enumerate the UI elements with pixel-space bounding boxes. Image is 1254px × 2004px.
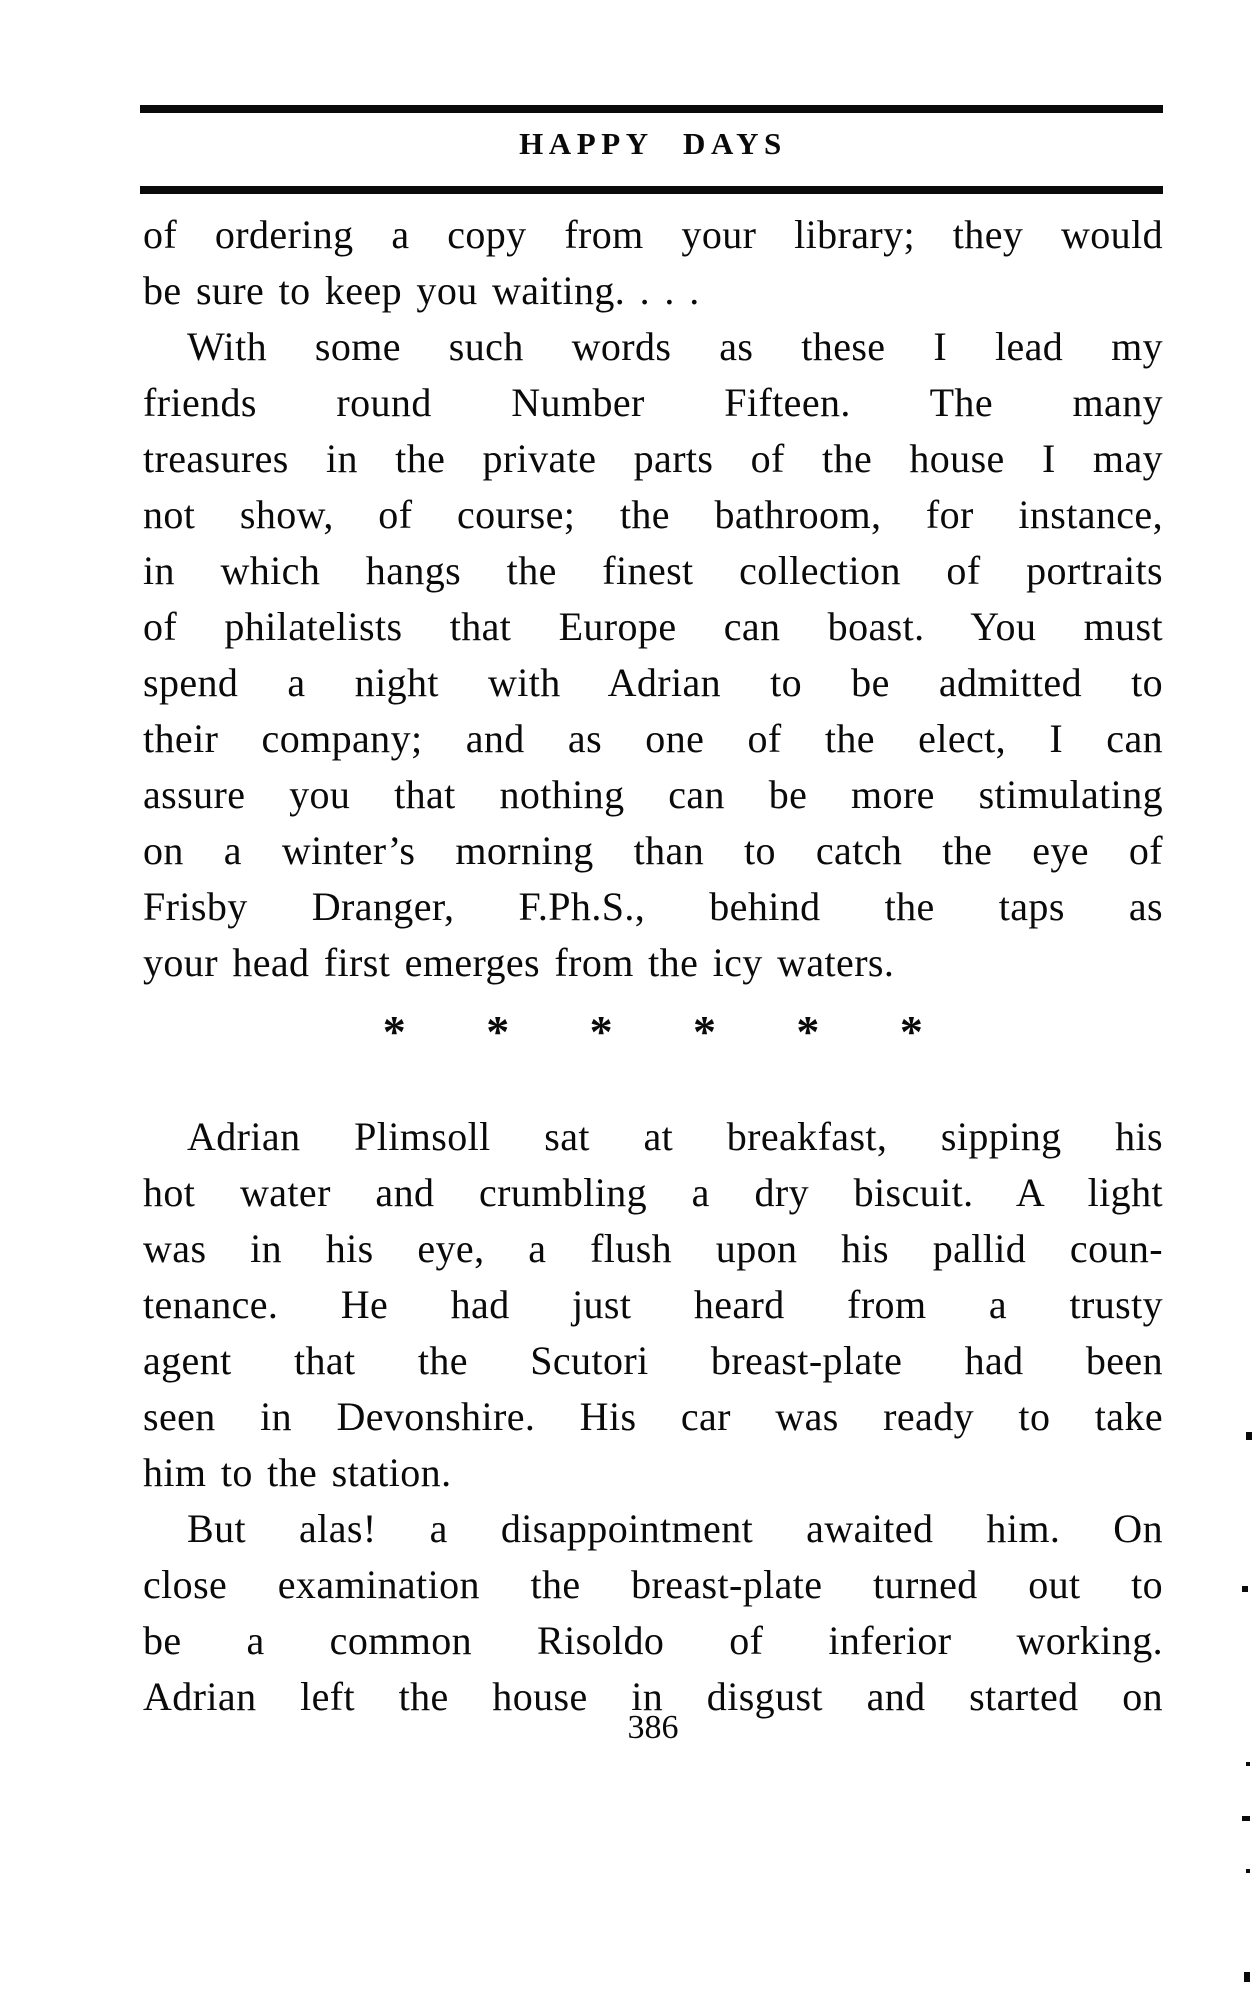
scan-speck (1246, 1432, 1252, 1440)
scan-speck (1242, 1586, 1248, 1592)
text-line: close examination the breast-plate turned out to (143, 1562, 1163, 1607)
scan-speck (1244, 1972, 1250, 1982)
text-line: be a common Risoldo of inferior working. (143, 1618, 1163, 1663)
text-line: Adrian Plimsoll sat at breakfast, sipping his (187, 1114, 1163, 1159)
scan-speck (1246, 1869, 1250, 1873)
text-line: their company; and as one of the elect, I can (143, 716, 1163, 761)
text-line: But alas! a disappointment awaited him. On (187, 1506, 1163, 1551)
text-line: him to the station. (143, 1450, 452, 1495)
running-head-title: HAPPY DAYS (519, 126, 787, 161)
asterisk-separator (143, 991, 1163, 1109)
text-line: spend a night with Adrian to be admitted to (143, 660, 1163, 705)
asterisk-glyph: * (589, 1006, 613, 1058)
text-line: agent that the Scutori breast-plate had been (143, 1338, 1163, 1383)
text-line: assure you that nothing can be more stimulating (143, 772, 1163, 817)
text-line: was in his eye, a flush upon his pallid coun- (143, 1226, 1163, 1271)
scan-speck (1246, 1762, 1250, 1766)
header-rule-bottom (140, 186, 1163, 194)
text-line: tenance. He had just heard from a trusty (143, 1282, 1163, 1327)
text-line: Frisby Dranger, F.Ph.S., behind the taps as (143, 884, 1163, 929)
text-line: seen in Devonshire. His car was ready to take (143, 1394, 1163, 1439)
text-line: friends round Number Fifteen. The many (143, 380, 1163, 425)
page-number: 386 (627, 1709, 679, 1746)
scan-speck (1242, 1816, 1250, 1821)
text-line: in which hangs the finest collection of portraits (143, 548, 1163, 593)
text-line: of philatelists that Europe can boast. You must (143, 604, 1163, 649)
text-line: Adrian left the house in disgust and started on (143, 1674, 1163, 1719)
text-line: hot water and crumbling a dry biscuit. A light (143, 1170, 1163, 1215)
text-line: your head first emerges from the icy waters. (143, 940, 895, 985)
asterisk-glyph: * (796, 1006, 820, 1058)
asterisk-glyph: * (486, 1006, 510, 1058)
text-line: not show, of course; the bathroom, for instance, (143, 492, 1163, 537)
text-line: of ordering a copy from your library; they would (143, 212, 1163, 257)
asterisk-glyph: * (382, 1006, 407, 1058)
header-rule-top (140, 105, 1163, 113)
text-line: With some such words as these I lead my (187, 324, 1163, 369)
text-line: be sure to keep you waiting. . . . (143, 268, 700, 313)
text-line: treasures in the private parts of the house I may (143, 436, 1163, 481)
asterisk-glyph: * (693, 1006, 717, 1058)
asterisk-glyph: * (899, 1006, 924, 1058)
page-body-text (143, 207, 1163, 1725)
text-line: on a winter’s morning than to catch the eye of (143, 828, 1163, 873)
